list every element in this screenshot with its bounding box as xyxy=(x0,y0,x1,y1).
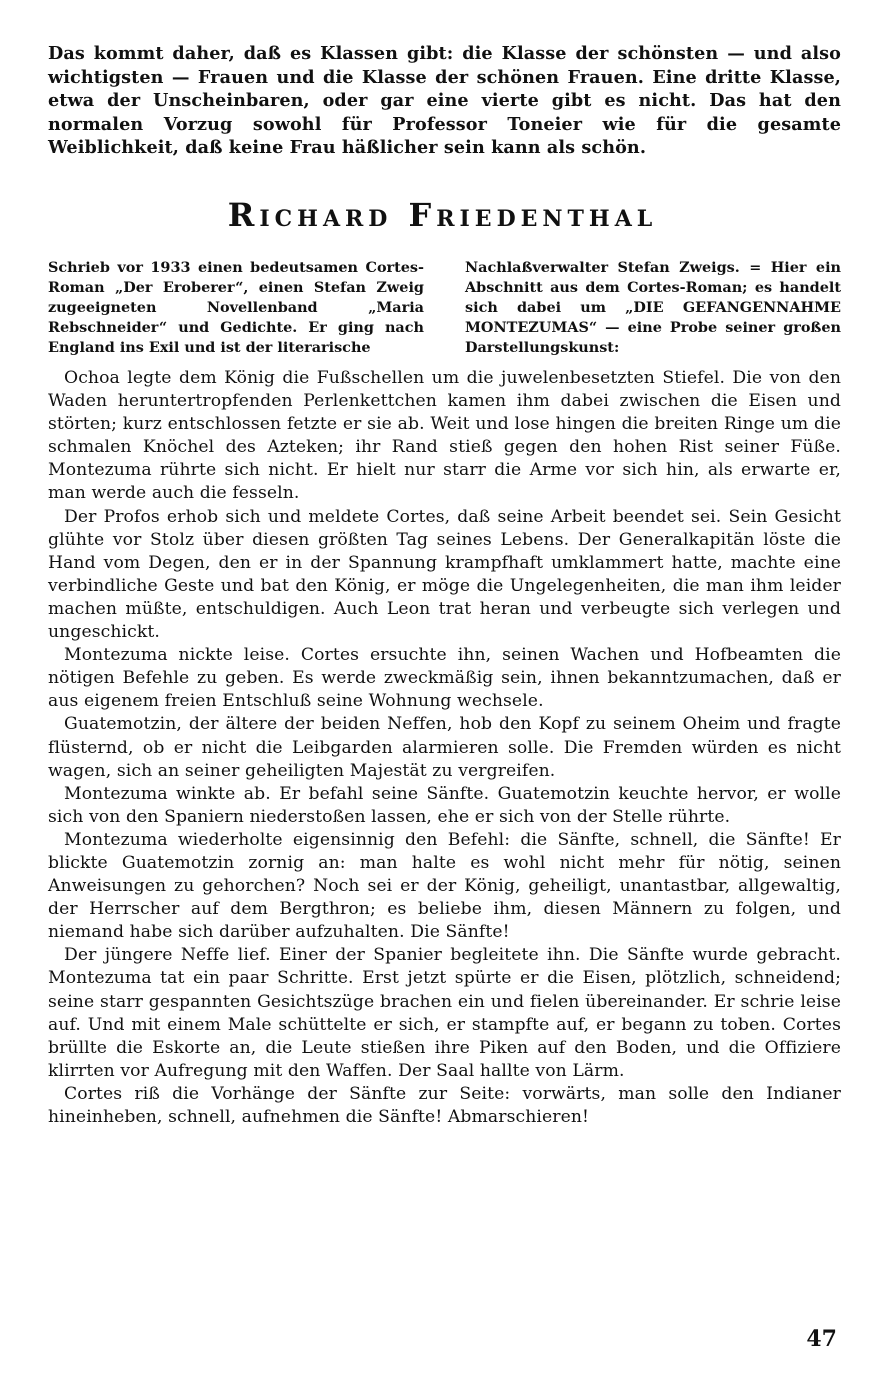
bio-right-column: Nachlaßverwalter Stefan Zweigs. = Hier ein Abschnitt aus dem Cortes-Roman; es handelt sich dabei um „DIE GEFANGENNAHME MONTEZUMAS“ — eine Probe seiner großen Darstellungskunst: xyxy=(465,259,841,356)
bio-left-column: Schrieb vor 1933 einen bedeutsamen Cortes-Roman „Der Eroberer“, einen Stefan Zweig zugeeigneten Novellenband „Maria Rebschneider“ und Gedichte. Er ging nach England ins Exil und ist der literarische xyxy=(48,259,424,356)
story-paragraph: Cortes riß die Vorhänge der Sänfte zur Seite: vorwärts, man solle den Indianer hineinheben, schnell, aufnehmen die Sänfte! Abmarschieren! xyxy=(48,1083,841,1127)
intro-paragraph: Das kommt daher, daß es Klassen gibt: die Klasse der schönsten — und also wichtigsten — Frauen und die Klasse der schönen Frauen. Eine dritte Klasse, etwa der Unscheinbaren, oder gar eine vierte gibt es nicht. Das hat den normalen Vorzug sowohl für Professor Toneier wie für die gesamte Weiblichkeit, daß keine Frau häßlicher sein kann als schön. xyxy=(48,43,841,158)
story-paragraph: Der jüngere Neffe lief. Einer der Spanier begleitete ihn. Die Sänfte wurde gebracht. Montezuma tat ein paar Schritte. Erst jetzt spürte er die Eisen, plötzlich, schneidend; seine starr gespannten Gesichtszüge brachen ein und fielen übereinander. Er schrie leise auf. Und mit einem Male schüttelte er sich, er stampfte auf, er begann zu toben. Cortes brüllte die Eskorte an, die Leute stießen ihre Piken auf den Boden, und die Offiziere klirrten vor Aufregung mit den Waffen. Der Saal hallte von Lärm. xyxy=(48,945,841,1081)
author-heading: Richard Friedenthal xyxy=(227,196,658,234)
story-paragraph: Montezuma wiederholte eigensinnig den Befehl: die Sänfte, schnell, die Sänfte! Er blickte Guatemotzin zornig an: man halte es wohl nicht mehr für nötig, seinen Anweisungen zu gehorchen? Noch sei er der König, geheiligt, unantastbar, allgewaltig, der Herrscher auf dem Bergthron; es beliebe ihm, diesen Männern zu folgen, und niemand habe sich darüber aufzuhalten. Die Sänfte! xyxy=(48,829,841,943)
story-paragraph: Der Profos erhob sich und meldete Cortes, daß seine Arbeit beendet sei. Sein Gesicht glühte vor Stolz über diesen größten Tag seines Lebens. Der Generalkapitän löste die Hand vom Degen, den er in der Spannung krampfhaft umklammert hatte, machte eine verbindliche Geste und bat den König, er möge die Ungelegenheiten, die man ihm leider machen müßte, entschuldigen. Auch Leon trat heran und verbeugte sich verlegen und ungeschickt. xyxy=(48,506,841,643)
author-bio xyxy=(48,258,841,358)
story-text xyxy=(48,367,841,1129)
story-paragraph: Montezuma winkte ab. Er befahl seine Sänfte. Guatemotzin keuchte hervor, er wolle sich von den Spaniern niederstoßen lassen, ehe er sich von der Stelle rührte. xyxy=(48,783,841,827)
page-number: 47 xyxy=(806,1326,837,1352)
story-paragraph: Guatemotzin, der ältere der beiden Neffen, hob den Kopf zu seinem Oheim und fragte flüsternd, ob er nicht die Leibgarden alarmieren solle. Die Fremden würden es nicht wagen, sich an seiner geheiligten Majestät zu vergreifen. xyxy=(48,714,841,781)
story-paragraph: Montezuma nickte leise. Cortes ersuchte ihn, seinen Wachen und Hofbeamten die nötigen Befehle zu geben. Es werde zweckmäßig sein, ihnen bekanntzumachen, daß er aus eigenem freien Entschluß seine Wohnung wechsele. xyxy=(48,645,841,712)
story-paragraph: Ochoa legte dem König die Fußschellen um die juwelenbesetzten Stiefel. Die von den Waden heruntertropfenden Perlenkettchen kamen ihm dabei zwischen die Eisen und störten; kurz entschlossen fetzte er sie ab. Weit und lose hingen die breiten Ringe um die schmalen Knöchel des Azteken; ihr Rand stieß gegen den hohen Rist seiner Füße. Montezuma rührte sich nicht. Er hielt nur starr die Arme vor sich hin, als erwarte er, man werde auch die fesseln. xyxy=(48,368,841,504)
